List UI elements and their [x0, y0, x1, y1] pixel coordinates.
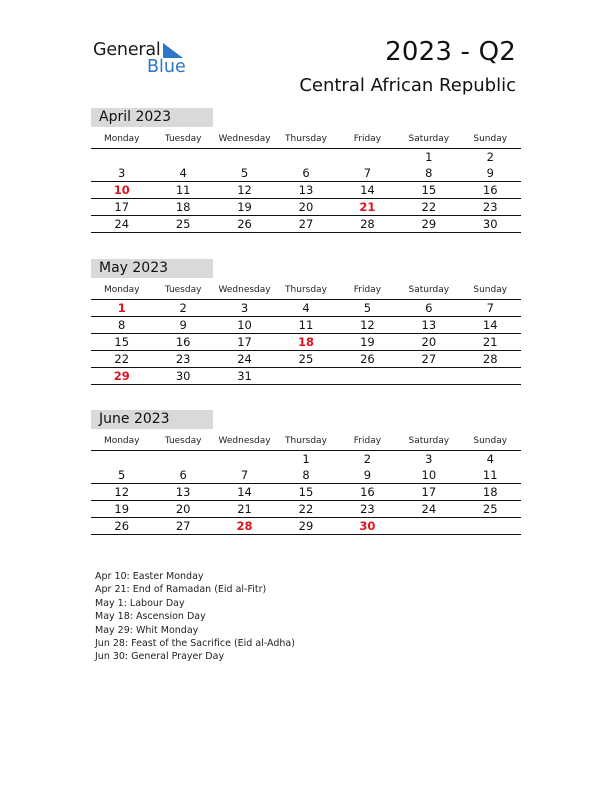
date-cell	[152, 451, 213, 467]
week-row	[91, 467, 521, 484]
country-name: Central African Republic	[299, 75, 516, 96]
weekday-label: Monday	[103, 134, 140, 144]
date-cell: 9	[486, 166, 494, 180]
week-row	[91, 351, 521, 368]
weekday-label: Thursday	[285, 436, 327, 446]
weekday-label: Tuesday	[164, 134, 202, 144]
holiday-date-cell: 18	[297, 335, 314, 349]
date-cell: 14	[482, 318, 498, 332]
week-row	[91, 165, 521, 182]
holiday-note: May 1: Labour Day	[95, 597, 185, 609]
week-row	[91, 484, 521, 501]
date-cell: 10	[237, 318, 252, 332]
date-cell: 14	[237, 485, 252, 499]
date-cell: 25	[482, 502, 498, 516]
week-row	[91, 334, 521, 351]
weekday-label: Friday	[353, 134, 382, 144]
date-cell: 17	[421, 485, 437, 499]
week-row	[91, 501, 521, 518]
date-cell: 20	[298, 200, 314, 214]
date-cell: 12	[237, 183, 252, 197]
weekday-label: Wednesday	[218, 436, 271, 446]
date-cell: 26	[360, 352, 375, 366]
date-cell: 12	[360, 318, 375, 332]
date-cell: 24	[237, 352, 252, 366]
date-cell: 1	[425, 150, 433, 164]
holiday-date-cell: 30	[359, 519, 376, 533]
date-cell: 2	[486, 150, 494, 164]
date-cell	[275, 368, 336, 384]
holiday-date-cell: 21	[359, 200, 376, 214]
date-cell: 10	[421, 468, 437, 482]
date-cell: 5	[118, 468, 126, 482]
date-cell: 2	[179, 301, 187, 315]
weekday-label: Sunday	[473, 134, 508, 144]
date-cell: 11	[175, 183, 191, 197]
date-cell: 13	[175, 485, 191, 499]
date-cell: 24	[421, 502, 437, 516]
date-cell: 19	[360, 335, 375, 349]
date-cell: 16	[360, 485, 375, 499]
date-cell: 22	[298, 502, 314, 516]
holiday-notes	[95, 570, 295, 664]
date-cell	[460, 368, 521, 384]
date-cell: 16	[175, 335, 191, 349]
week-row	[91, 199, 521, 216]
month-block-june	[91, 410, 521, 535]
date-cell: 18	[175, 200, 191, 214]
month-label: June 2023	[91, 410, 213, 429]
week-row	[91, 300, 521, 317]
date-cell: 19	[114, 502, 130, 516]
date-cell	[91, 451, 152, 467]
weekday-label: Sunday	[473, 285, 508, 295]
date-cell	[152, 149, 213, 165]
date-cell: 28	[360, 217, 375, 231]
date-cell: 2	[363, 452, 372, 466]
date-cell: 5	[240, 166, 249, 180]
date-cell: 9	[179, 318, 187, 332]
date-cell: 15	[114, 335, 130, 349]
date-cell: 18	[482, 485, 498, 499]
weekday-header-row	[91, 432, 521, 451]
week-row	[91, 451, 521, 467]
date-cell: 17	[114, 200, 130, 214]
week-row	[91, 368, 521, 385]
date-cell: 21	[482, 335, 498, 349]
date-cell: 15	[421, 183, 437, 197]
weekday-label: Friday	[353, 436, 382, 446]
week-row	[91, 182, 521, 199]
date-cell: 7	[240, 468, 249, 482]
date-cell: 9	[363, 468, 372, 482]
date-cell: 28	[482, 352, 498, 366]
holiday-note: May 29: Whit Monday	[95, 624, 199, 636]
date-cell: 4	[302, 301, 310, 315]
holiday-note: Apr 21: End of Ramadan (Eid al-Fitr)	[95, 584, 267, 596]
date-cell: 17	[237, 335, 252, 349]
holiday-date-cell: 1	[117, 301, 126, 315]
date-cell: 25	[298, 352, 314, 366]
date-cell: 30	[175, 369, 191, 383]
holiday-date-cell: 10	[113, 183, 130, 197]
date-cell: 27	[175, 519, 191, 533]
weekday-label: Saturday	[408, 285, 450, 295]
date-cell: 13	[298, 183, 314, 197]
week-row	[91, 216, 521, 233]
date-cell: 27	[298, 217, 314, 231]
weekday-header-row	[91, 281, 521, 300]
date-cell: 19	[237, 200, 252, 214]
month-block-may	[91, 259, 521, 385]
week-row	[91, 317, 521, 334]
page-title: 2023 - Q2	[385, 37, 516, 67]
weekday-label: Thursday	[285, 134, 327, 144]
date-cell: 6	[302, 166, 310, 180]
date-cell	[214, 149, 275, 165]
date-cell: 20	[175, 502, 191, 516]
weekday-label: Saturday	[408, 134, 450, 144]
logo-text-blue: Blue	[147, 57, 186, 77]
weekday-label: Sunday	[473, 436, 508, 446]
date-cell: 20	[421, 335, 437, 349]
weekday-label: Wednesday	[218, 134, 271, 144]
date-cell: 4	[486, 452, 494, 466]
date-cell: 23	[360, 502, 375, 516]
date-cell: 8	[302, 468, 310, 482]
date-cell: 23	[175, 352, 191, 366]
date-cell: 3	[425, 452, 433, 466]
date-cell: 12	[114, 485, 130, 499]
date-cell: 16	[482, 183, 498, 197]
holiday-note: May 18: Ascension Day	[95, 611, 206, 623]
date-cell: 23	[482, 200, 498, 214]
date-cell: 5	[363, 301, 372, 315]
date-cell: 14	[360, 183, 375, 197]
date-cell: 11	[482, 468, 498, 482]
date-cell: 4	[179, 166, 187, 180]
date-cell: 29	[298, 519, 314, 533]
date-cell	[398, 368, 459, 384]
date-cell: 7	[363, 166, 372, 180]
date-cell: 1	[302, 452, 310, 466]
holiday-note: Jun 30: General Prayer Day	[95, 651, 225, 663]
weekday-label: Saturday	[408, 436, 450, 446]
week-row	[91, 518, 521, 535]
date-cell: 8	[118, 318, 126, 332]
date-cell: 24	[114, 217, 130, 231]
logo	[93, 40, 193, 80]
weekday-label: Tuesday	[164, 285, 202, 295]
weekday-label: Monday	[103, 285, 140, 295]
week-row	[91, 149, 521, 165]
date-cell: 13	[421, 318, 437, 332]
weekday-label: Monday	[103, 436, 140, 446]
date-cell	[337, 368, 398, 384]
date-cell: 30	[482, 217, 498, 231]
date-cell: 26	[237, 217, 252, 231]
weekday-header-row	[91, 130, 521, 149]
date-cell: 25	[175, 217, 191, 231]
logo-text-general: General	[93, 40, 161, 60]
date-cell: 7	[486, 301, 494, 315]
holiday-date-cell: 29	[113, 369, 130, 383]
date-cell: 3	[240, 301, 249, 315]
date-cell	[460, 518, 521, 534]
date-cell: 15	[298, 485, 314, 499]
holiday-note: Apr 10: Easter Monday	[95, 571, 204, 582]
date-cell: 21	[237, 502, 252, 516]
month-label: April 2023	[91, 108, 213, 127]
date-cell: 26	[114, 519, 130, 533]
date-cell: 8	[425, 166, 433, 180]
date-cell: 11	[298, 318, 314, 332]
date-cell: 31	[237, 369, 252, 383]
holiday-note: Jun 28: Feast of the Sacrifice (Eid al-Adha)	[95, 638, 295, 650]
date-cell	[91, 149, 152, 165]
date-cell	[337, 149, 398, 165]
date-cell: 22	[114, 352, 130, 366]
date-cell: 29	[421, 217, 437, 231]
month-label: May 2023	[91, 259, 213, 278]
date-cell: 22	[421, 200, 437, 214]
date-cell: 3	[118, 166, 126, 180]
holiday-date-cell: 28	[236, 519, 253, 533]
date-cell	[275, 149, 336, 165]
date-cell: 6	[179, 468, 187, 482]
date-cell	[214, 451, 275, 467]
date-cell: 27	[421, 352, 437, 366]
weekday-label: Tuesday	[164, 436, 202, 446]
weekday-label: Thursday	[285, 285, 327, 295]
weekday-label: Wednesday	[218, 285, 271, 295]
weekday-label: Friday	[353, 285, 382, 295]
month-block-april	[91, 108, 521, 233]
date-cell: 6	[425, 301, 433, 315]
date-cell	[398, 518, 459, 534]
